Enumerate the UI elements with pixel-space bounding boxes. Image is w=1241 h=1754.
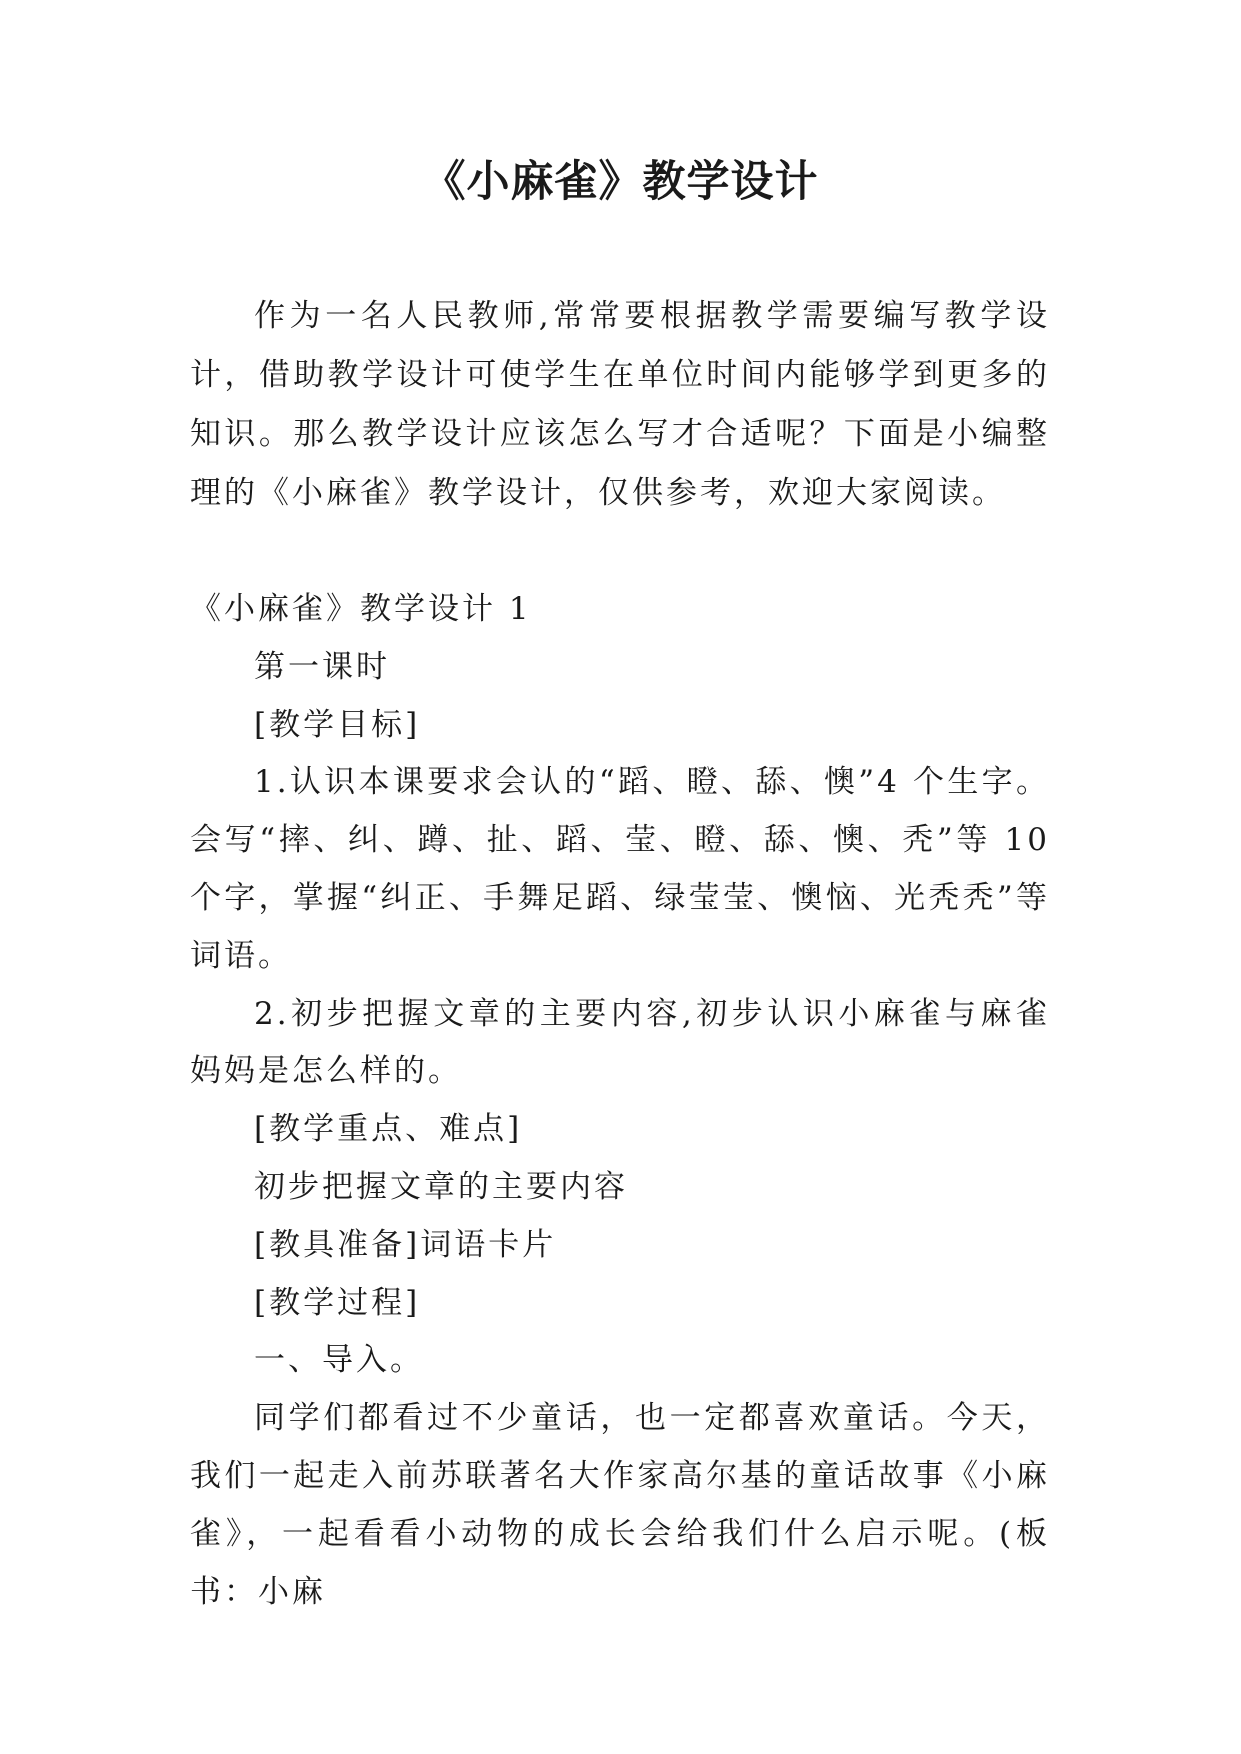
step-heading: 一、导入。	[254, 1342, 424, 1379]
body-block	[190, 581, 1050, 1621]
section-heading: 《小麻雀》教学设计 1	[190, 591, 532, 627]
objectives-heading: [教学目标]	[254, 706, 421, 743]
materials-line: [教具准备]词语卡片	[254, 1226, 557, 1263]
objective-item-2: 2.初步把握文章的主要内容,初步认识小麻雀与麻雀妈妈是怎么样的。	[190, 995, 1050, 1090]
intro-block	[190, 287, 1050, 523]
document-title: 《小麻雀》教学设计	[422, 157, 819, 207]
step-paragraph: 同学们都看过不少童话，也一定都喜欢童话。今天，我们一起走入前苏联著名大作家高尔基的童话故事《小麻雀》，一起看看小动物的成长会给我们什么启示呢。(板书：小麻	[190, 1400, 1050, 1610]
intro-paragraph: 作为一名人民教师,常常要根据教学需要编写教学设计，借助教学设计可使学生在单位时间内能够学到更多的知识。那么教学设计应该怎么写才合适呢？下面是小编整理的《小麻雀》教学设计，仅供参考，欢迎大家阅读。	[190, 298, 1050, 511]
key-points-heading: [教学重点、难点]	[254, 1111, 523, 1148]
key-points-text: 初步把握文章的主要内容	[254, 1168, 628, 1205]
lesson-label: 第一课时	[254, 648, 390, 685]
process-heading: [教学过程]	[254, 1284, 421, 1321]
objective-item-1: 1.认识本课要求会认的“蹈、瞪、舔、懊”4 个生字。会写“摔、纠、蹲、扯、蹈、莹、瞪、舔、懊、秃”等 10 个字，掌握“纠正、手舞足蹈、绿莹莹、懊恼、光秃秃”等词语。	[190, 764, 1050, 974]
